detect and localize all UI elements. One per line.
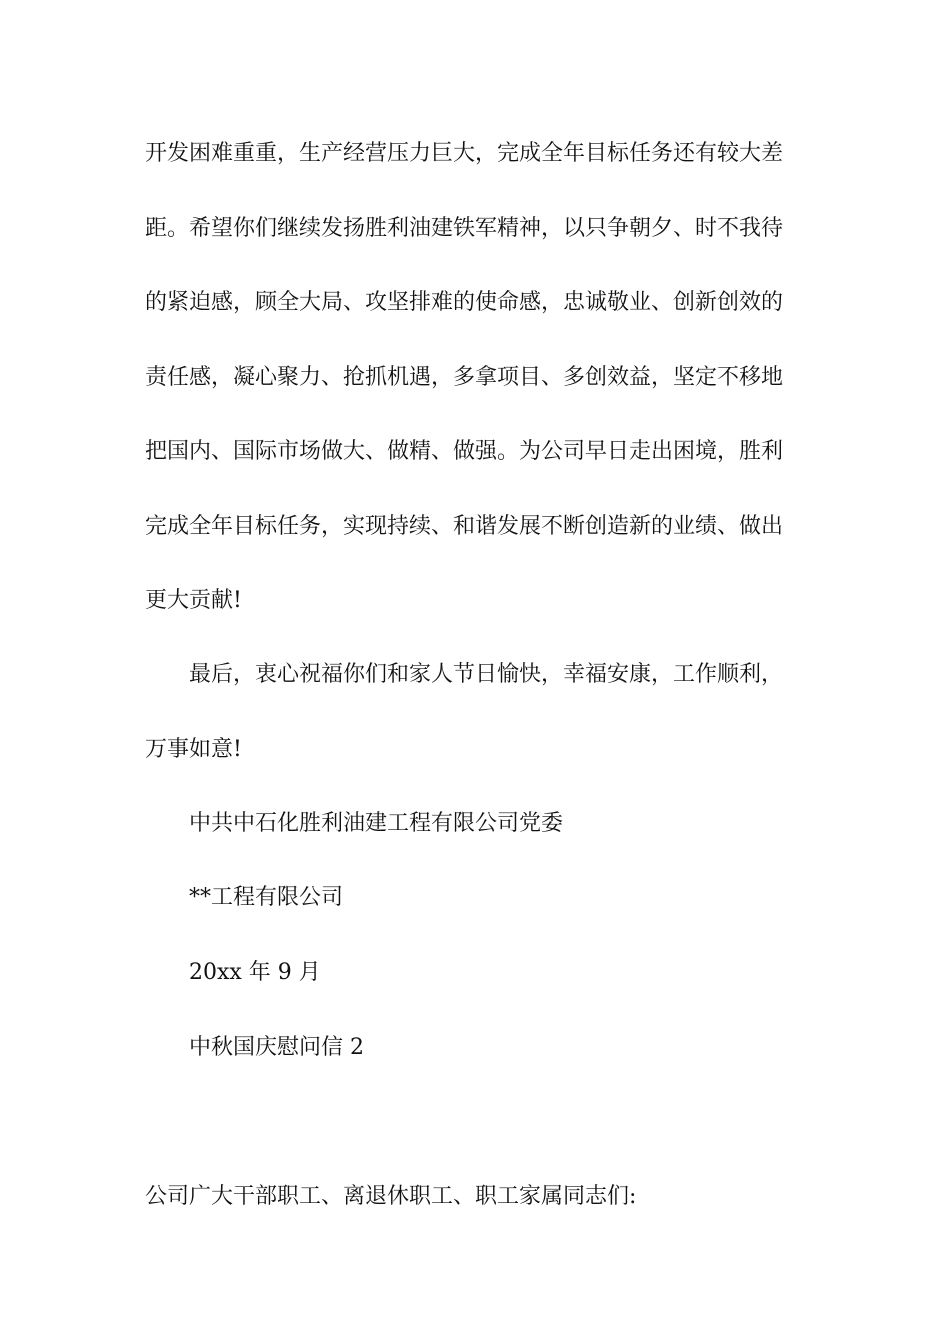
body-line: 距。希望你们继续发扬胜利油建铁军精神，以只争朝夕、时不我待 [145, 215, 784, 241]
greeting-line: 公司广大干部职工、离退休职工、职工家属同志们: [145, 1184, 637, 1209]
body-line: 完成全年目标任务，实现持续、和谐发展不断创造新的业绩、做出 [145, 513, 784, 539]
signature-date: 20xx 年 9 月 [189, 960, 321, 985]
body-line: 的紧迫感，顾全大局、攻坚排难的使命感，忠诚敬业、创新创效的 [145, 290, 784, 315]
body-line: 开发困难重重，生产经营压力巨大，完成全年目标任务还有较大差 [145, 141, 784, 166]
next-letter-title: 中秋国庆慰问信 2 [189, 1035, 364, 1060]
signature-company: **工程有限公司 [189, 885, 344, 910]
closing-line: 万事如意! [145, 736, 242, 762]
body-paragraph [145, 117, 825, 639]
signature-party-committee: 中共中石化胜利油建工程有限公司党委 [189, 811, 564, 836]
body-line: 责任感，凝心聚力、抢抓机遇，多拿项目、多创效益，坚定不移地 [145, 364, 784, 390]
closing-paragraph [145, 638, 825, 787]
closing-line: 最后，衷心祝福你们和家人节日愉快，幸福安康，工作顺利， [145, 662, 784, 687]
body-line: 更大贡献! [145, 588, 242, 613]
body-line: 把国内、国际市场做大、做精、做强。为公司早日走出困境，胜利 [145, 439, 784, 464]
